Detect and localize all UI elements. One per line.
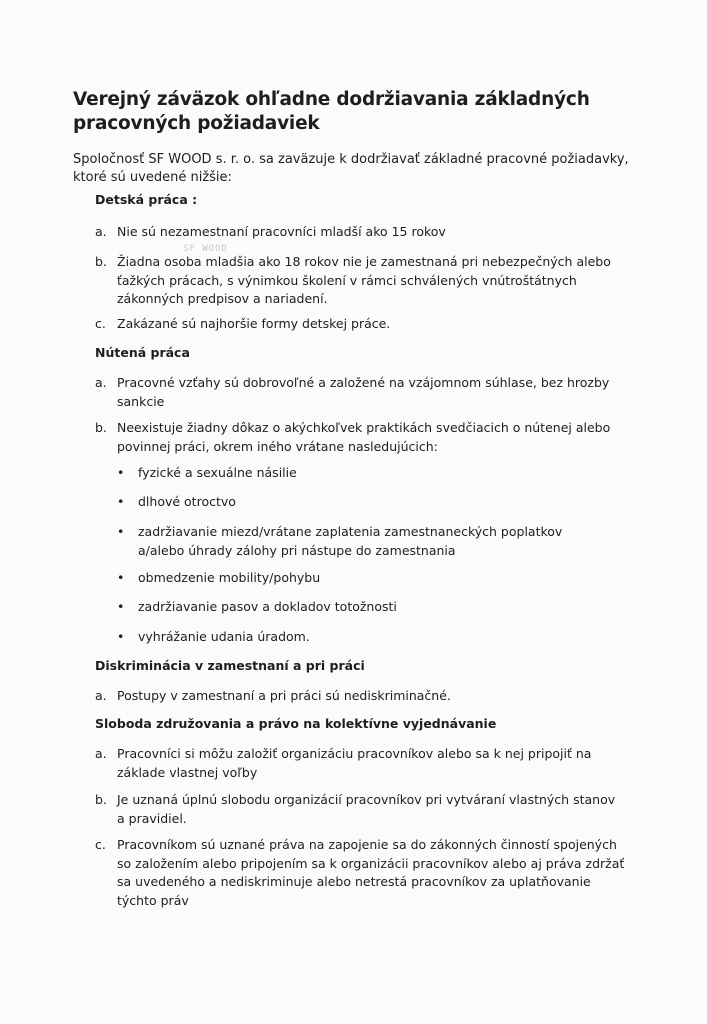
section-heading-forced-labour: Nútená práca	[95, 345, 190, 360]
bullet-dot: •	[117, 570, 125, 585]
section-heading-discrimination: Diskriminácia v zamestnaní a pri práci	[95, 658, 365, 673]
bullet-item	[117, 523, 597, 560]
item-marker: a.	[95, 688, 107, 703]
bullet-dot: •	[117, 524, 125, 539]
item-marker: c.	[95, 837, 106, 852]
list-item	[95, 315, 625, 334]
bullet-item	[117, 628, 597, 647]
bullet-item	[117, 464, 597, 483]
list-item	[95, 836, 625, 910]
intro-paragraph: Spoločnosť SF WOOD s. r. o. sa zaväzuje k dodržiavať základné pracovné požiadavky, ktoré sú uvedené nižšie:	[73, 152, 629, 185]
item-text: Pracovníkom sú uznané práva na zapojenie sa do zákonných činností spojených so založením alebo pripojením sa k organizácii pracovníkov alebo aj práva zdržať sa uvedeného a nediskriminuje alebo netrestá pracovníkov za uplatňovanie týchto práv	[117, 837, 625, 908]
item-marker: a.	[95, 746, 107, 761]
document-title: Verejný záväzok ohľadne dodržiavania základných pracovných požiadaviek	[73, 89, 590, 134]
item-text: Žiadna osoba mladšia ako 18 rokov nie je zamestnaná pri nebezpečných alebo ťažkých prácach, s výnimkou školení v rámci schválených vnútroštátnych zákonných predpisov a nariadení.	[117, 254, 611, 306]
item-text: Pracovníci si môžu založiť organizáciu pracovníkov alebo sa k nej pripojiť na základe vlastnej voľby	[117, 746, 592, 780]
bullet-dot: •	[117, 629, 125, 644]
bullet-item	[117, 493, 597, 512]
section-heading-child-labour: Detská práca :	[95, 192, 198, 207]
list-item	[95, 419, 625, 456]
item-text: Je uznaná úplnú slobodu organizácií pracovníkov pri vytváraní vlastných stanov a pravidiel.	[117, 792, 616, 826]
list-item	[95, 374, 625, 411]
item-text: Neexistuje žiadny dôkaz o akýchkoľvek praktikách svedčiacich o nútenej alebo povinnej práci, okrem iného vrátane nasledujúcich:	[117, 420, 611, 454]
bullet-text: dlhové otroctvo	[138, 494, 236, 509]
bullet-dot: •	[117, 494, 125, 509]
bullet-text: zadržiavanie miezd/vrátane zaplatenia zamestnaneckých poplatkov a/alebo úhrady zálohy pri nástupe do zamestnania	[138, 524, 563, 558]
bullet-text: obmedzenie mobility/pohybu	[138, 570, 321, 585]
item-text: Pracovné vzťahy sú dobrovoľné a založené na vzájomnom súhlase, bez hrozby sankcie	[117, 375, 610, 409]
list-item	[95, 745, 625, 782]
item-marker: b.	[95, 420, 107, 435]
item-text: Nie sú nezamestnaní pracovníci mladší ako 15 rokov	[117, 224, 446, 239]
bullet-dot: •	[117, 465, 125, 480]
item-marker: a.	[95, 375, 107, 390]
list-item	[95, 223, 625, 242]
stamp-mark: SF WOOD	[183, 244, 228, 254]
bullet-item	[117, 598, 597, 617]
item-marker: b.	[95, 792, 107, 807]
item-text: Zakázané sú najhoršie formy detskej práce.	[117, 316, 391, 331]
list-item	[95, 253, 625, 309]
item-text: Postupy v zamestnaní a pri práci sú nediskriminačné.	[117, 688, 451, 703]
section-heading-association: Sloboda združovania a právo na kolektívne vyjednávanie	[95, 716, 497, 731]
bullet-text: vyhrážanie udania úradom.	[138, 629, 310, 644]
item-marker: b.	[95, 254, 107, 269]
bullet-text: zadržiavanie pasov a dokladov totožnosti	[138, 599, 397, 614]
bullet-dot: •	[117, 599, 125, 614]
list-item	[95, 687, 625, 706]
item-marker: c.	[95, 316, 106, 331]
bullet-item	[117, 569, 597, 588]
list-item	[95, 791, 625, 828]
item-marker: a.	[95, 224, 107, 239]
bullet-text: fyzické a sexuálne násilie	[138, 465, 297, 480]
